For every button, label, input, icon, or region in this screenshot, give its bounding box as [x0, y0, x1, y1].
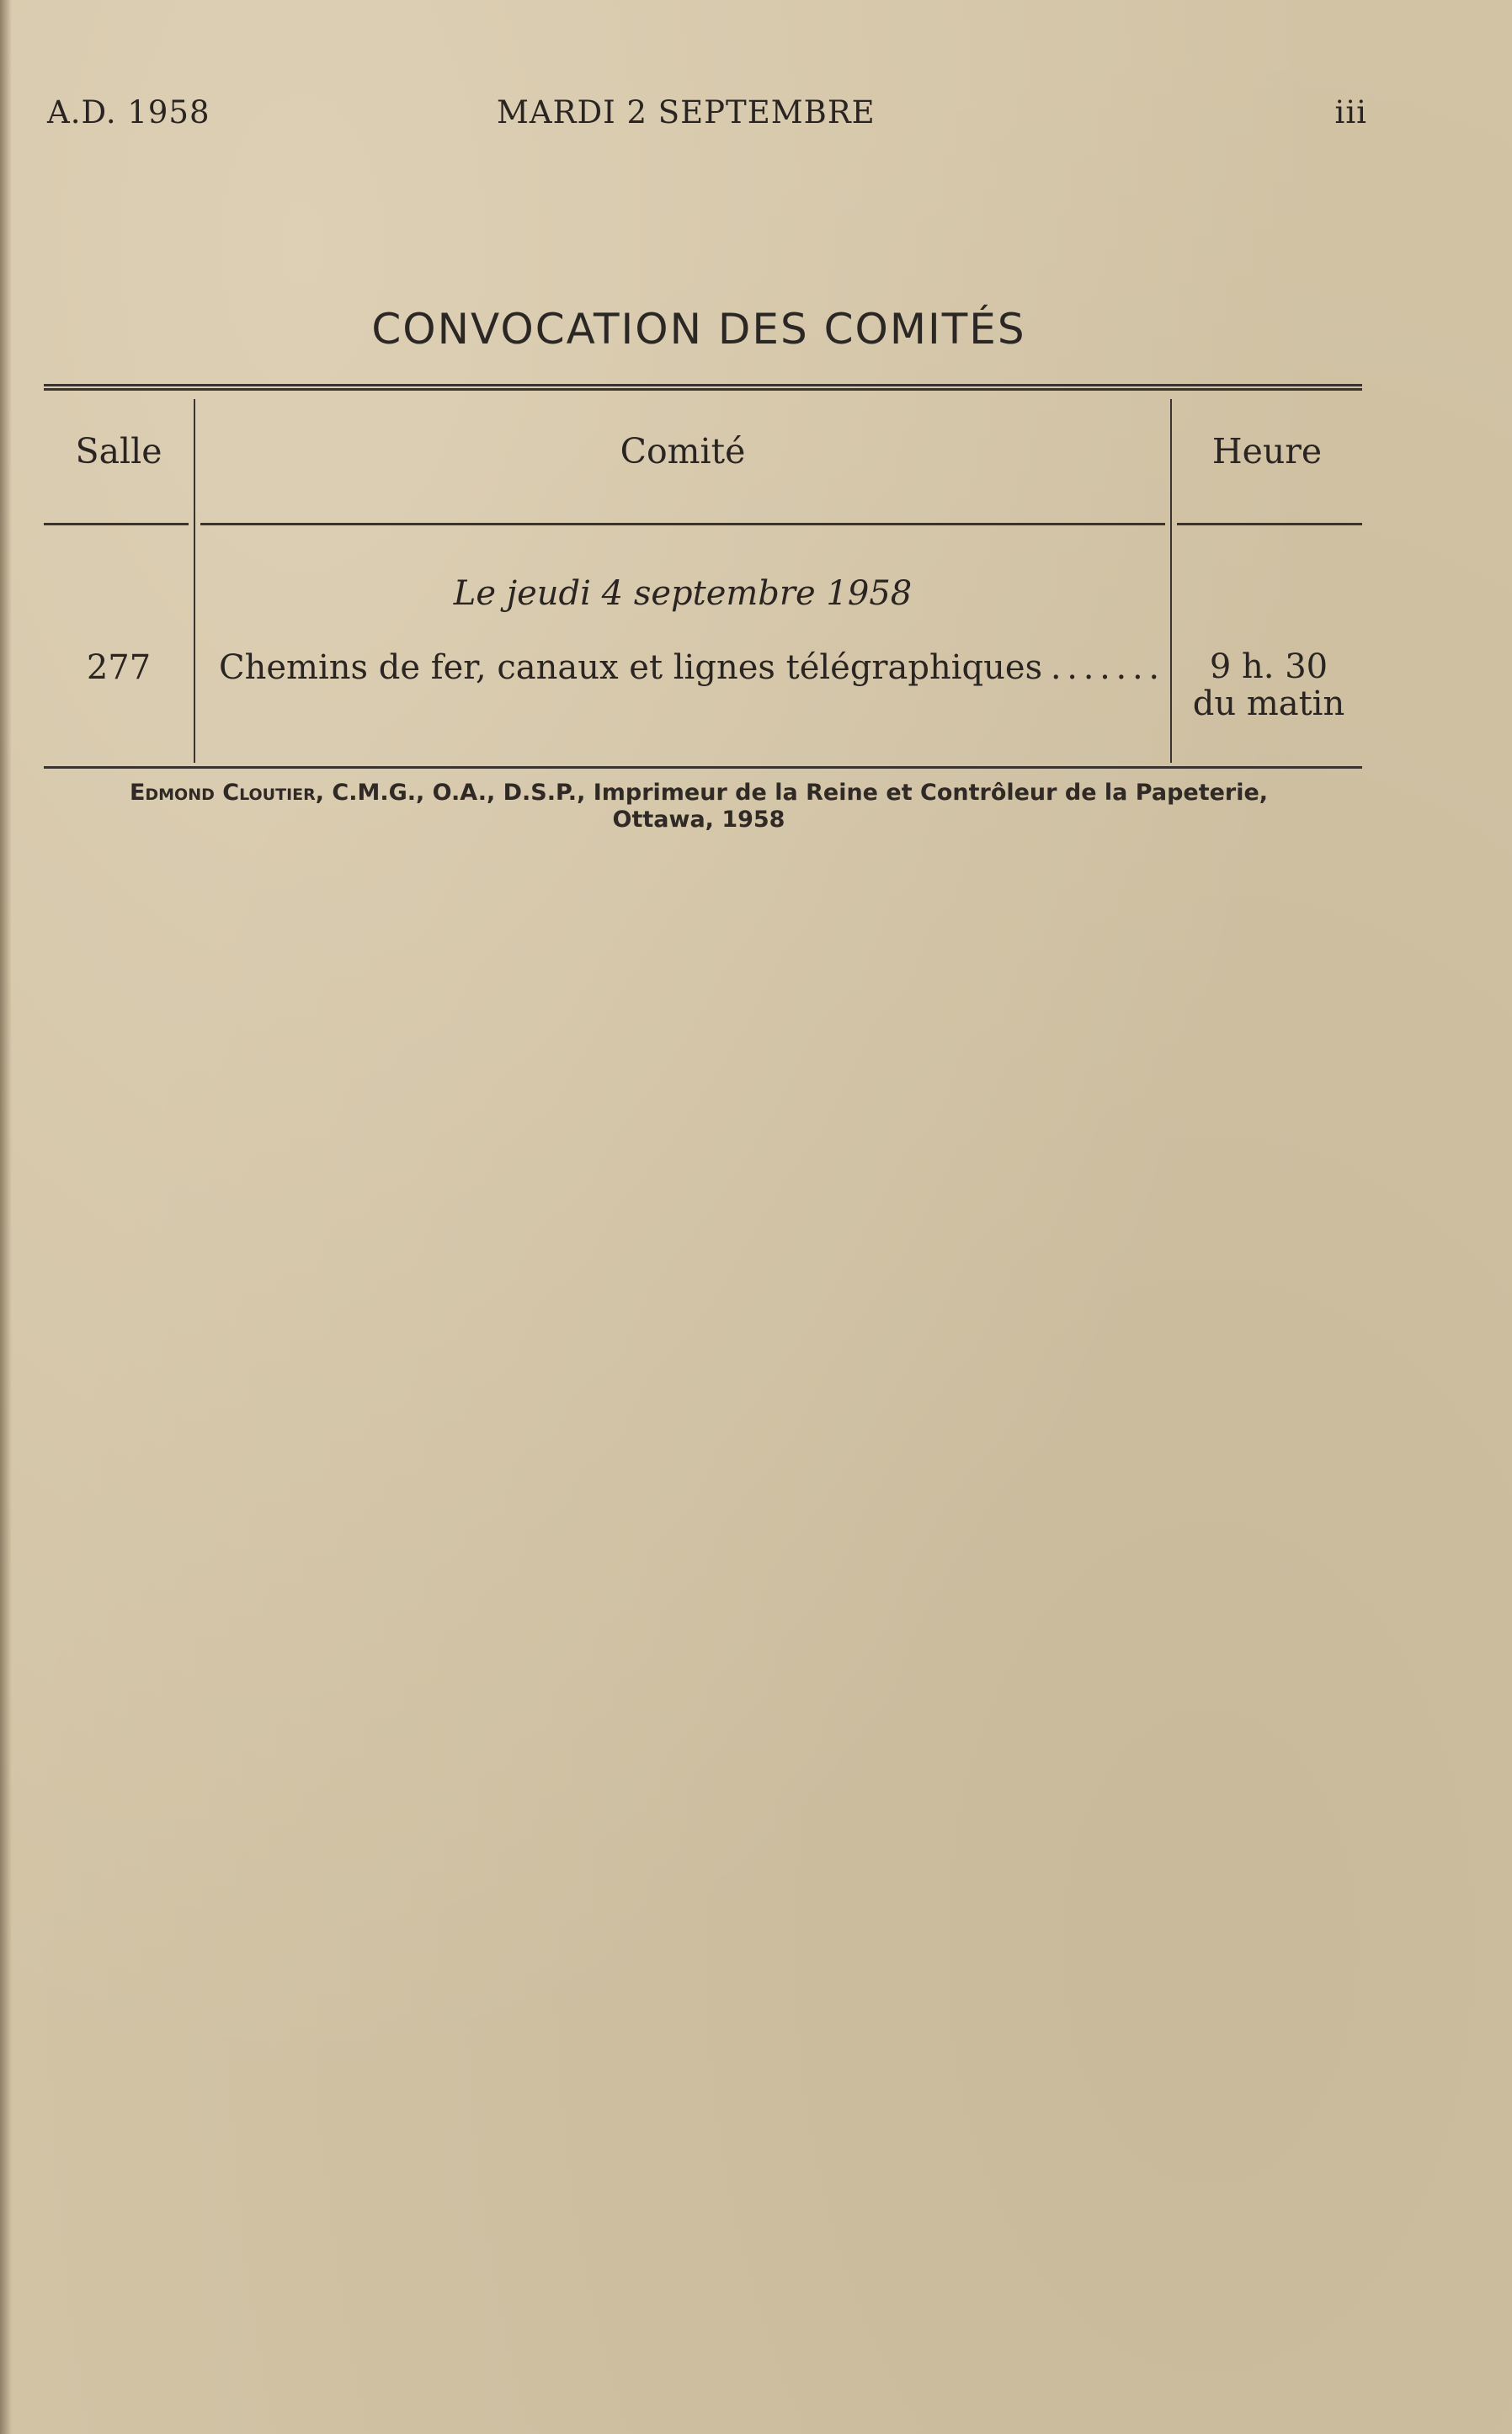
- printer-imprint: [0, 780, 1398, 834]
- printer-name: Edmond Cloutier: [129, 780, 316, 806]
- imprint-line-1: [0, 780, 1398, 807]
- header-salle: Salle: [75, 431, 162, 471]
- printer-titles: , C.M.G., O.A., D.S.P., Imprimeur de la Reine et Contrôleur de la Papeterie,: [315, 780, 1269, 806]
- meeting-date-heading: Le jeudi 4 septembre 1958: [453, 574, 913, 613]
- page-title: CONVOCATION DES COMITÉS: [371, 305, 1026, 354]
- header-rule-comite: [200, 523, 1165, 525]
- table-row-room: 277: [86, 648, 152, 687]
- time-value: 9 h. 30: [1209, 647, 1328, 686]
- table-row-time: [1172, 648, 1366, 722]
- title-double-rule: [44, 384, 1362, 391]
- page-edge-shadow: [0, 0, 12, 2434]
- dot-leader: [1042, 648, 1165, 687]
- header-rule-salle: [44, 523, 189, 525]
- imprint-place-year: Ottawa, 1958: [612, 807, 785, 833]
- header-comite: Comité: [620, 431, 746, 471]
- running-head: [47, 94, 1367, 136]
- committee-table: [44, 391, 1362, 759]
- committee-name: Chemins de fer, canaux et lignes télégraphiques: [219, 648, 1043, 687]
- running-head-date: MARDI 2 SEPTEMBRE: [497, 94, 876, 130]
- header-heure: Heure: [1211, 431, 1323, 471]
- table-row-committee: [219, 648, 1165, 687]
- time-period: du matin: [1192, 684, 1345, 723]
- running-head-year: A.D. 1958: [47, 94, 210, 130]
- header-rule-heure: [1177, 523, 1362, 525]
- table-bottom-rule: [44, 766, 1362, 769]
- page-number: iii: [1334, 94, 1367, 130]
